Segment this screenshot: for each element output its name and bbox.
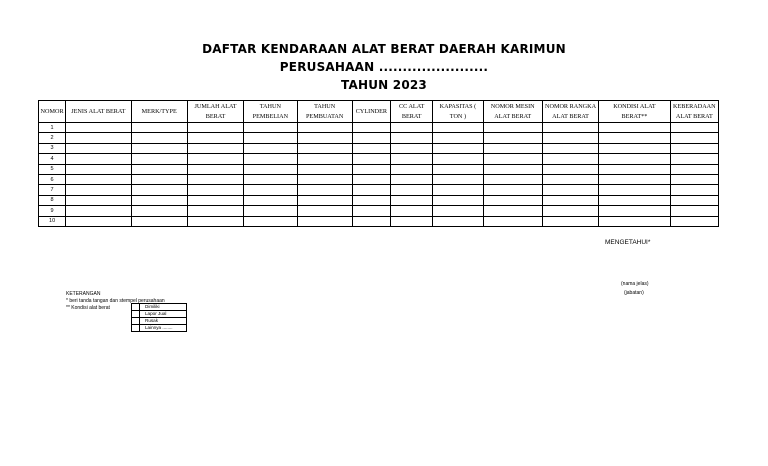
column-header-text: BERAT** [621,112,648,120]
table-cell[interactable] [433,133,483,143]
column-header-text: ALAT BERAT [552,112,589,120]
table-cell[interactable] [433,154,483,164]
table-cell[interactable] [187,185,243,195]
condition-option [132,304,187,311]
row-number: 6 [39,174,66,184]
column-header-text: TON ) [449,112,467,120]
table-cell[interactable] [66,154,131,164]
condition-option-label: Rusak [140,318,187,325]
row-number: 1 [39,123,66,133]
table-cell[interactable] [352,154,390,164]
condition-option [132,311,187,318]
row-number: 9 [39,206,66,216]
keterangan-note-signature: * beri tanda tangan dan stempel perusahaan [66,298,165,304]
table-cell[interactable] [433,206,483,216]
table-cell[interactable] [66,143,131,153]
checkbox[interactable] [132,318,140,325]
column-header-text: KEBERADAAN [673,102,716,110]
column-header-text: CC ALAT [399,102,425,110]
table-cell[interactable] [670,123,718,133]
table-cell[interactable] [542,133,598,143]
table-cell[interactable] [66,195,131,205]
document-title: DAFTAR KENDARAAN ALAT BERAT DAERAH KARIMUN [202,42,566,56]
heavy-equipment-table [38,100,719,227]
table-cell[interactable] [244,195,297,205]
column-header-text: CYLINDER [355,107,388,115]
table-cell[interactable] [483,206,542,216]
table-cell[interactable] [599,143,670,153]
table-cell[interactable] [131,206,187,216]
column-header-text: NOMOR [40,107,64,115]
table-cell[interactable] [244,133,297,143]
signature-position-placeholder: (jabatan) [624,290,644,296]
table-cell[interactable] [244,174,297,184]
table-cell[interactable] [391,133,433,143]
table-cell[interactable] [542,154,598,164]
table-cell[interactable] [244,164,297,174]
table-cell[interactable] [131,195,187,205]
table-cell[interactable] [391,195,433,205]
table-cell[interactable] [352,206,390,216]
table-cell[interactable] [391,185,433,195]
table-cell[interactable] [352,123,390,133]
table-cell[interactable] [391,123,433,133]
column-header [39,101,66,123]
column-header [483,101,542,123]
checkbox[interactable] [132,311,140,318]
checkbox[interactable] [132,325,140,332]
table-cell[interactable] [483,195,542,205]
table-cell[interactable] [187,133,243,143]
table-cell[interactable] [483,154,542,164]
table-cell[interactable] [542,216,598,226]
table-cell[interactable] [599,195,670,205]
table-cell[interactable] [670,195,718,205]
table-cell[interactable] [352,195,390,205]
table-cell[interactable] [187,174,243,184]
table-cell[interactable] [542,164,598,174]
table-cell[interactable] [187,123,243,133]
table-cell[interactable] [66,164,131,174]
column-header-text: TAHUN [259,102,281,110]
column-header-text: ALAT BERAT [675,112,713,120]
column-header-text: KONDISI ALAT [613,102,656,110]
table-cell[interactable] [542,185,598,195]
table-cell[interactable] [391,154,433,164]
table-cell[interactable] [391,164,433,174]
column-header [670,101,718,123]
table-cell[interactable] [542,195,598,205]
row-number: 3 [39,143,66,153]
row-number: 7 [39,185,66,195]
table-cell[interactable] [187,206,243,216]
table-cell[interactable] [391,143,433,153]
table-cell[interactable] [297,164,352,174]
table-row [39,216,719,226]
table-cell[interactable] [483,164,542,174]
table-cell[interactable] [297,133,352,143]
table-cell[interactable] [352,143,390,153]
table-cell[interactable] [352,185,390,195]
table-cell[interactable] [391,216,433,226]
table-cell[interactable] [391,206,433,216]
keterangan-title: KETERANGAN [66,291,101,297]
column-header-text: BERAT [205,112,226,120]
table-row [39,206,719,216]
table-header-row [39,101,719,123]
table-cell[interactable] [599,206,670,216]
table-cell[interactable] [131,143,187,153]
table-row [39,123,719,133]
row-number: 2 [39,133,66,143]
table-cell[interactable] [483,143,542,153]
table-cell[interactable] [599,174,670,184]
column-header-text: TAHUN [314,102,336,110]
table-cell[interactable] [670,143,718,153]
table-cell[interactable] [66,206,131,216]
table-cell[interactable] [433,143,483,153]
column-header [542,101,598,123]
condition-option [132,325,187,332]
condition-options-table [131,303,187,332]
table-cell[interactable] [297,123,352,133]
table-cell[interactable] [187,154,243,164]
table-cell[interactable] [297,206,352,216]
table-cell[interactable] [483,216,542,226]
column-header-text: PEMBELIAN [252,112,289,120]
table-cell[interactable] [244,216,297,226]
row-number: 4 [39,154,66,164]
column-header-text: ALAT BERAT [494,112,532,120]
table-cell[interactable] [187,164,243,174]
table-cell[interactable] [66,216,131,226]
mengetahui-label: MENGETAHUI* [605,239,651,246]
table-row [39,164,719,174]
table-cell[interactable] [599,216,670,226]
table-row [39,174,719,184]
row-number: 10 [39,216,66,226]
column-header-text: JUMLAH ALAT [194,102,237,110]
table-cell[interactable] [244,154,297,164]
column-header [244,101,297,123]
table-cell[interactable] [483,174,542,184]
table-row [39,195,719,205]
row-number: 8 [39,195,66,205]
table-cell[interactable] [187,143,243,153]
keterangan-note-condition: ** Kondisi alat berat [66,305,110,311]
column-header [297,101,352,123]
table-cell[interactable] [297,154,352,164]
table-cell[interactable] [391,174,433,184]
table-cell[interactable] [433,174,483,184]
column-header-text: MERK/TYPE [141,107,177,115]
table-cell[interactable] [352,174,390,184]
table-cell[interactable] [599,154,670,164]
table-cell[interactable] [297,185,352,195]
column-header [66,101,131,123]
table-cell[interactable] [483,133,542,143]
table-cell[interactable] [670,174,718,184]
table-cell[interactable] [433,123,483,133]
column-header [433,101,483,123]
table-cell[interactable] [66,185,131,195]
table-cell[interactable] [66,174,131,184]
table-cell[interactable] [433,216,483,226]
column-header [599,101,670,123]
column-header-text: NOMOR MESIN [490,102,535,110]
table-cell[interactable] [352,164,390,174]
table-cell[interactable] [599,133,670,143]
table-cell[interactable] [542,206,598,216]
table-cell[interactable] [670,185,718,195]
column-header [187,101,243,123]
table-cell[interactable] [599,185,670,195]
table-cell[interactable] [670,154,718,164]
condition-option-label: Lapor Jual [140,311,187,318]
table-cell[interactable] [131,185,187,195]
table-cell[interactable] [187,195,243,205]
checkbox[interactable] [132,304,140,311]
condition-option [132,318,187,325]
column-header-text: PEMBUATAN [305,112,344,120]
table-cell[interactable] [66,123,131,133]
year-line: TAHUN 2023 [341,78,427,92]
table-cell[interactable] [599,123,670,133]
table-cell[interactable] [131,216,187,226]
table-cell[interactable] [670,164,718,174]
table-cell[interactable] [66,133,131,143]
table-cell[interactable] [433,164,483,174]
table-cell[interactable] [433,185,483,195]
table-cell[interactable] [131,154,187,164]
table-cell[interactable] [297,195,352,205]
table-cell[interactable] [483,123,542,133]
column-header-text: KAPASITAS ( [439,102,477,110]
table-row [39,154,719,164]
table-cell[interactable] [297,174,352,184]
column-header-text: BERAT [401,112,422,120]
condition-option-label: Lainnya ........ [140,325,187,332]
company-line: PERUSAHAAN ....................... [279,60,489,74]
table-row [39,133,719,143]
column-header [391,101,433,123]
table-cell[interactable] [131,123,187,133]
table-cell[interactable] [352,216,390,226]
table-cell[interactable] [244,206,297,216]
table-cell[interactable] [131,164,187,174]
table-cell[interactable] [187,216,243,226]
table-cell[interactable] [131,174,187,184]
table-cell[interactable] [244,143,297,153]
table-cell[interactable] [297,216,352,226]
table-cell[interactable] [599,164,670,174]
table-cell[interactable] [542,143,598,153]
table-cell[interactable] [542,123,598,133]
table-cell[interactable] [433,195,483,205]
table-cell[interactable] [670,206,718,216]
table-row [39,185,719,195]
table-cell[interactable] [131,133,187,143]
table-cell[interactable] [670,216,718,226]
column-header [131,101,187,123]
column-header-text: JENIS ALAT BERAT [71,107,126,115]
column-header [352,101,390,123]
signature-name-placeholder: (nama jelas) [621,281,649,287]
row-number: 5 [39,164,66,174]
table-cell[interactable] [244,185,297,195]
condition-option-label: Dimiliki [140,304,187,311]
table-cell[interactable] [670,133,718,143]
table-cell[interactable] [297,143,352,153]
table-cell[interactable] [542,174,598,184]
table-row [39,143,719,153]
column-header-text: NOMOR RANGKA [545,102,597,110]
table-cell[interactable] [483,185,542,195]
table-cell[interactable] [244,123,297,133]
table-cell[interactable] [352,133,390,143]
